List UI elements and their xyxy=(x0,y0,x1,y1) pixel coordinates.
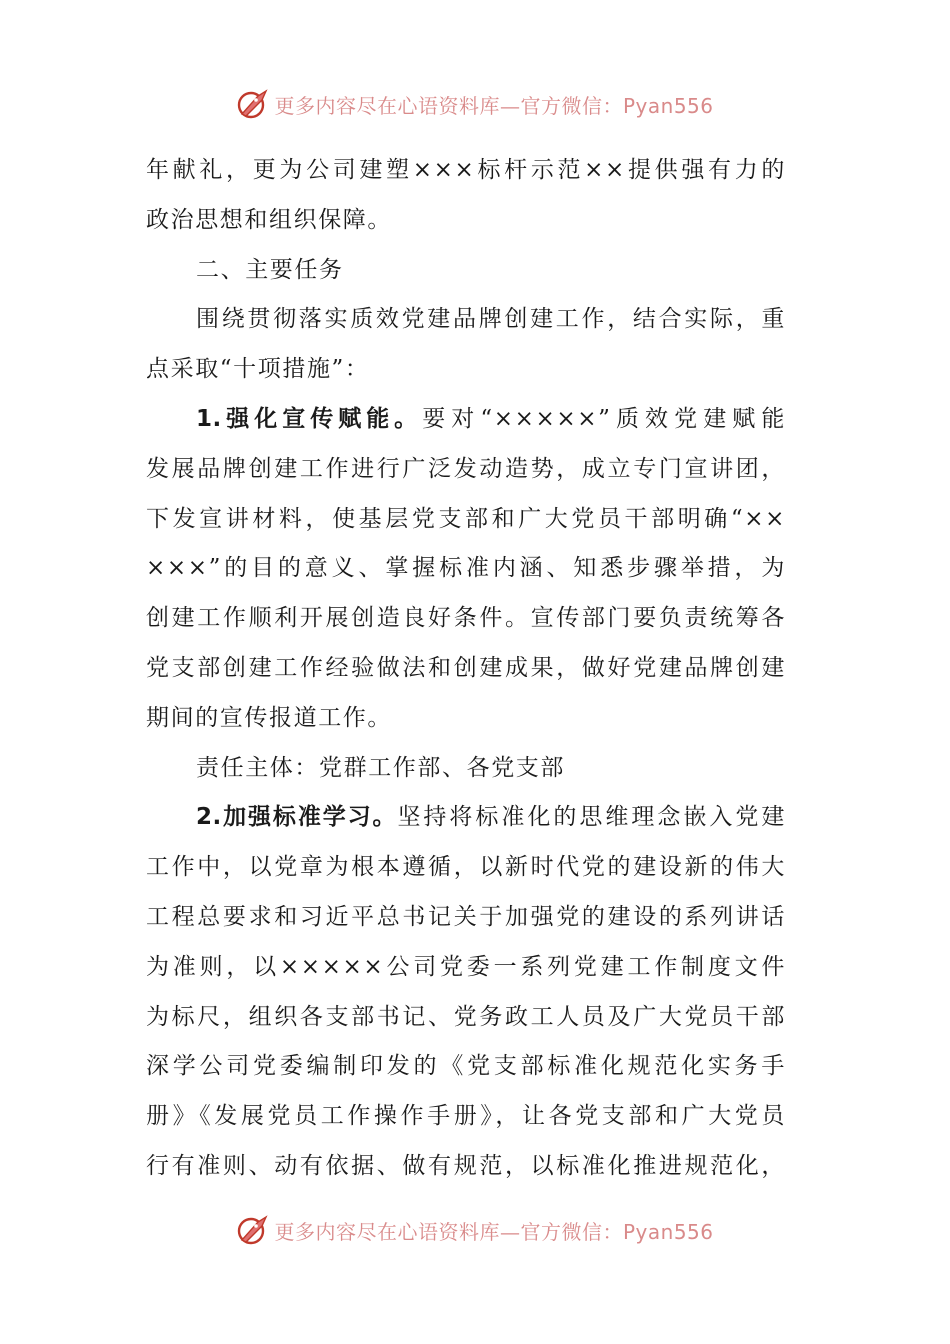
watermark-text xyxy=(274,90,713,119)
watermark-dash: — xyxy=(499,93,521,118)
paragraph-line: 期间的宣传报道工作。 xyxy=(146,704,392,731)
pen-nib-logo-icon xyxy=(236,1213,270,1247)
item-text: 坚持将标准化的思维理念嵌入党建 xyxy=(397,804,787,831)
paragraph-line: 政治思想和组织保障。 xyxy=(146,206,392,233)
paragraph-line: 创建工作顺利开展创造良好条件。宣传部门要负责统筹各 xyxy=(146,605,786,632)
header-watermark xyxy=(0,84,950,124)
paragraph-line: 工作中，以党章为根本遵循，以新时代党的建设新的伟大 xyxy=(146,854,786,881)
paragraph-line: 册》《发展党员工作操作手册》，让各党支部和广大党员 xyxy=(146,1103,786,1130)
section-heading: 二、主要任务 xyxy=(196,256,344,283)
watermark-dash: — xyxy=(499,1219,521,1244)
watermark-label: 官方微信： xyxy=(520,93,623,118)
paragraph-line: ×××”的目的意义、掌握标准内涵、知悉步骤举措，为 xyxy=(146,555,786,582)
paragraph-line: 发展品牌创建工作进行广泛发动造势，成立专门宣讲团， xyxy=(146,455,786,482)
watermark-text xyxy=(274,1216,713,1245)
watermark-main: 更多内容尽在心语资料库 xyxy=(274,1219,500,1244)
document-body xyxy=(146,146,786,1192)
footer-watermark xyxy=(0,1210,950,1250)
watermark-account: Pyan556 xyxy=(622,1219,714,1244)
paragraph-line: 为标尺，组织各支部书记、党务政工人员及广大党员干部 xyxy=(146,1003,786,1030)
paragraph-line: 下发宣讲材料，使基层党支部和广大党员干部明确“×× xyxy=(146,505,786,532)
item-text: 要对“×××××”质效党建赋能 xyxy=(422,405,786,432)
watermark-label: 官方微信： xyxy=(520,1219,623,1244)
paragraph-line: 年献礼，更为公司建塑×××标杆示范××提供强有力的 xyxy=(146,157,786,183)
paragraph-line xyxy=(146,793,786,843)
paragraph-line: 行有准则、动有依据、做有规范，以标准化推进规范化， xyxy=(146,1152,786,1179)
paragraph-line: 点采取“十项措施”： xyxy=(146,356,370,383)
watermark-main: 更多内容尽在心语资料库 xyxy=(274,93,500,118)
paragraph-line: 深学公司党委编制印发的《党支部标准化规范化实务手 xyxy=(146,1053,786,1080)
paragraph-line: 党支部创建工作经验做法和创建成果，做好党建品牌创建 xyxy=(146,654,786,681)
paragraph-line xyxy=(146,395,786,445)
item-heading: 2.加强标准学习。 xyxy=(196,804,398,831)
paragraph-line: 工程总要求和习近平总书记关于加强党的建设的系列讲话 xyxy=(146,903,786,930)
paragraph-line: 为准则，以×××××公司党委一系列党建工作制度文件 xyxy=(146,953,786,980)
paragraph-line: 围绕贯彻落实质效党建品牌创建工作，结合实际，重 xyxy=(196,306,786,333)
watermark-account: Pyan556 xyxy=(622,93,714,118)
responsibility-line: 责任主体：党群工作部、各党支部 xyxy=(196,754,565,781)
item-heading: 1.强化宣传赋能。 xyxy=(196,405,423,432)
pen-nib-logo-icon xyxy=(236,87,270,121)
